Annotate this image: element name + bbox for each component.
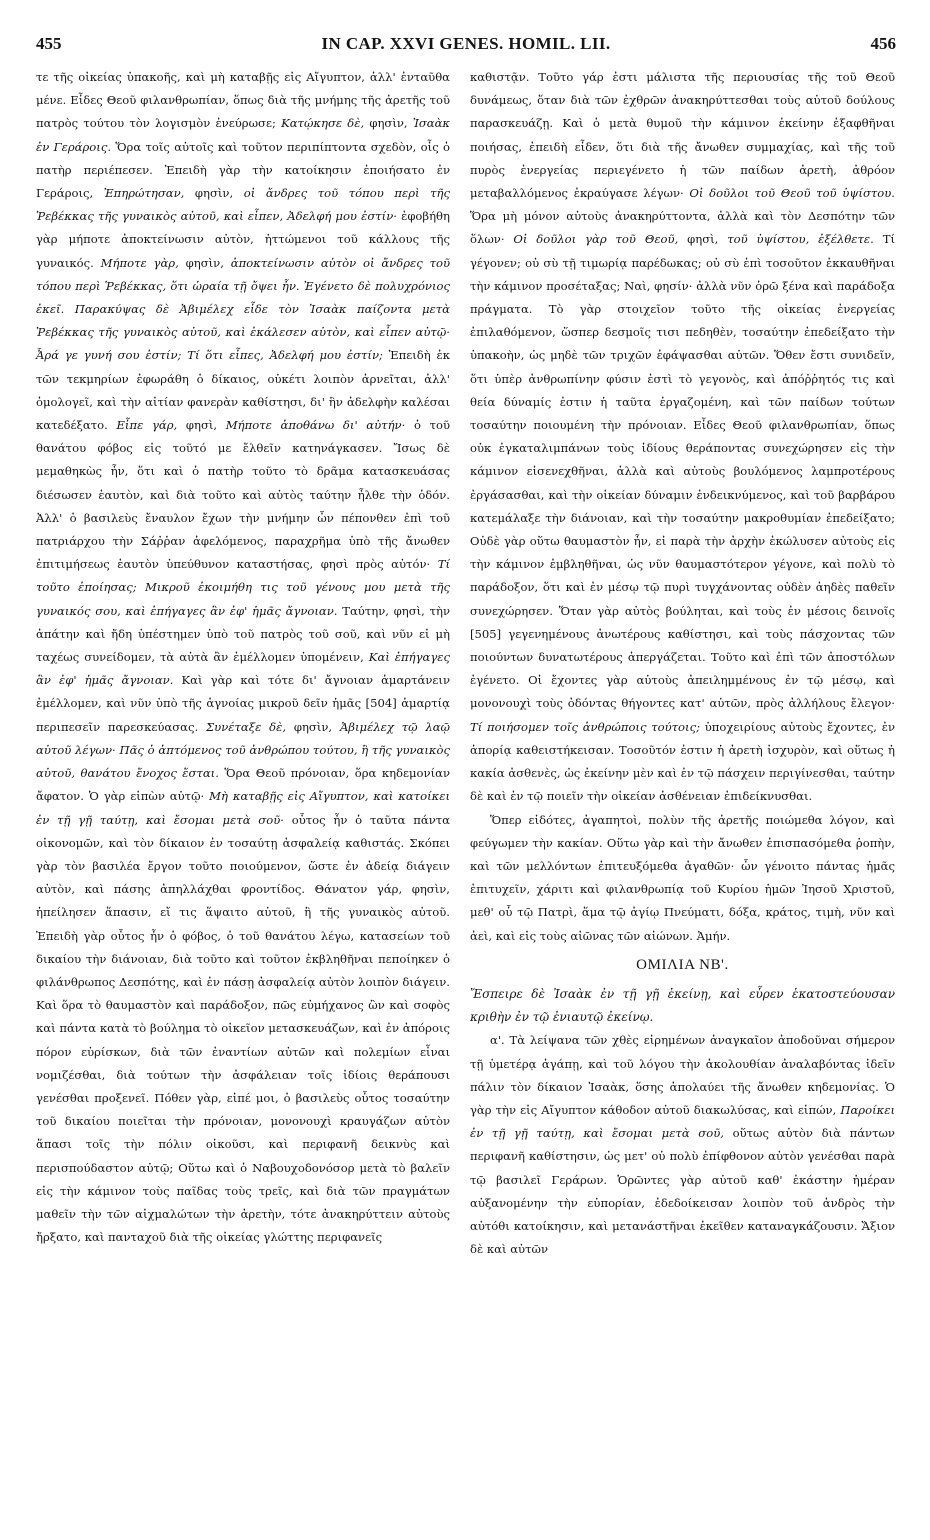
doxology-paragraph: Ὅπερ εἰδότες, ἀγαπητοὶ, πολὺν τῆς ἀρετῆς ποιώμεθα λόγον, καὶ φεύγωμεν τὴν κακίαν. Οὕτω γὰρ καὶ τὴν ἄνωθεν ἐπισπασόμεθα ῥοπὴν, καὶ τῶν μελλόντων ἐπιτευξόμεθα ἀγαθῶν· ὧν γένοιτο πάντας ἡμᾶς ἐπιτυχεῖν, χάριτι καὶ φιλανθρωπίᾳ τοῦ Κυρίου ἡμῶν Ἰησοῦ Χριστοῦ, μεθ' οὗ τῷ Πατρὶ, ἅμα τῷ ἁγίῳ Πνεύματι, δόξα, κράτος, τιμὴ, νῦν καὶ ἀεὶ, καὶ εἰς τοὺς αἰῶνας τῶν αἰώνων. Ἀμήν. [470, 812, 895, 943]
text-span: Καὶ γὰρ καὶ τότε δι' ἄγνοιαν ἁμαρτάνειν ἐμέλλομεν, καὶ νῦν ὑπὸ τῆς ἀγνοίας μικροῦ δεῖν ἡμᾶς [504] ἁμαρτίᾳ περιπεσεῖν παρεσκεύασας. [36, 673, 450, 734]
text-span: Ταύτην, φησὶ, τὴν ἀπάτην καὶ ἤδη ὑπέστημεν ὑπὸ τοῦ πατρὸς τοῦ σοῦ, καὶ νῦν εἰ μὴ ταχέως συνείδομεν, τὰ αὐτὰ ἂν ἐμέλλομεν ὑπομένειν, [36, 603, 450, 665]
scripture-quote: Τί ποιήσομεν τοῖς ἀνθρώποις τούτοις; [470, 719, 700, 734]
page-header [36, 34, 896, 64]
text-span: καθιστᾷν. Τοῦτο γάρ ἐστι μάλιστα τῆς περιουσίας τῆς τοῦ Θεοῦ δυνάμεως, ὅταν διὰ τῶν ἐχθρῶν ἀνακηρύττεσθαι τοὺς αὐτοῦ δούλους παρασκευάζῃ. Καὶ ὁ μετὰ θυμοῦ τὴν κάμινον ἐκείνην ἐξαφθῆναι ποιήσας, ἐπειδὴ εἶδεν, ὅτι διὰ τῆς ἄνωθεν συμμαχίας, καὶ τῆς τοῦ πυρὸς ἐνεργείας περιεγένετο ἡ τῶν παίδων ἀρετὴ, ἀθρόον μεταβαλλόμενος ἐκραύγασε λέγων· [470, 70, 895, 201]
scripture-quote: Ἆρά γε γυνή σου ἐστίν; Τί ὅτι εἶπες, Ἀδελφή μου ἐστίν; [36, 348, 383, 363]
scripture-quote: Μήποτε γὰρ, [100, 255, 179, 270]
running-title: IN CAP. XXVI GENES. HOMIL. LII. [321, 34, 611, 53]
text-span: Ὅρα Θεοῦ πρόνοιαν, ὅρα κηδεμονίαν ἄφατον. Ὁ γὰρ εἰπὼν αὐτῷ· [36, 766, 451, 804]
scripture-quote: Ἐπηρώτησαν, [103, 186, 185, 201]
text-span: Τί γέγονεν; οὐ σὺ τῇ τιμωρίᾳ παρέδωκας; οὐ σὺ ἐπὶ τοσοῦτον ἐκκαυθῆναι τὴν κάμινον προσέταξας; Ναὶ, φησίν· ἀλλὰ νῦν ὁρῶ ξένα καὶ παράδοξα πράγματα. Τὸ γὰρ στοιχεῖον τοῦτο τῆς οἰκείας ἐνεργείας ἐπιλαθόμενον, ὥσπερ δεσμοῖς τισι πεδηθὲν, τοσαύτην ἐπεδείξατο τὴν ὑπακοὴν, ὡς μηδὲ τῶν τριχῶν ἐφάψασθαι αὐτῶν. Ὅθεν ἔστι συνιδεῖν, ὅτι ὑπὲρ ἀνθρωπίνην φύσιν ἐστὶ τὸ γεγονὸς, καὶ ἀπόῤῥητός τις καὶ θεία δύναμίς ἐστιν ἡ ταῦτα ἐργαζομένη, καὶ τῶν παίδων τούτων τοσαύτην ποιουμένη τὴν πρόνοιαν. Εἶδες Θεοῦ φιλανθρωπίαν, ὅπως οὐκ ἐγκαταλιμπάνων τοὺς ἰδίους θεράποντας συνεχώρησεν εἰς τὴν κάμινον εἰσενεχθῆναι, ἀλλὰ καὶ αὐτοὺς βουλόμενος λαμπροτέρους ἐργάσασθαι, καὶ τὴν οἰκείαν δύναμιν ἐνδεικνύμενος, καὶ τοῦ βαρβάρου κατεμάλαξε τὴν διάνοιαν, καὶ τὴν τοσαύτην μακροθυμίαν ἐπεδείξατο; Οὐδὲ γὰρ οὕτω θαυμαστὸν ἦν, εἰ παρὰ τὴν ἀρχὴν ἐκώλυσεν αὐτοὺς εἰς τὴν κάμινον ἐμβληθῆναι, ὡς νῦν θαυμαστότερον γέγονε, καὶ πολὺ τὸ παράδοξον, ὅτι καὶ ἐν μέσῳ τῷ πυρὶ τυγχάνοντας οὐδὲν ἀηδὲς παθεῖν συνεχώρησεν. Ὅταν γὰρ αὐτὸς βούληται, καὶ τοὺς ἐν μέσοις δεινοῖς [505] γεγενημένους ἀνωτέρους καθίστησι, καὶ τοὺς πάσχοντας τῶν ποιούντων δυνατωτέρους ἀπεργάζεται. Τοῦτο καὶ ἐπὶ τῶν ἀποστόλων ἐγένετο. Οἱ ἔχοντες γὰρ αὐτοὺς ἀπειλημμένους ἐν τῷ μέσῳ, καὶ μονονουχὶ τοὺς ὀδόντας θήγοντες κατ' αὐτῶν, πρὸς ἀλλήλους ἔλεγον· [470, 232, 895, 711]
section-number: α'. [490, 1033, 505, 1048]
scripture-quote: Οἱ δοῦλοι γὰρ τοῦ Θεοῦ, [513, 232, 679, 247]
text-span: ὁ τοῦ θανάτου φόβος εἰς τοῦτό με ἔλθεῖν κατηνάγκασεν. Ἴσως δὲ μεμαθηκὼς ἦν, ὅτι καὶ ὁ πατὴρ τοῦτο τὸ δρᾶμα κατασκευάσας διέσωσεν ἑαυτὸν, καὶ διὰ τοῦτο καὶ αὐτὸς ταύτην ἦλθε τὴν ὁδόν. Ἀλλ' ὁ βασιλεὺς ἔναυλον ἔχων τὴν μνήμην ὧν πέπονθεν ἐπὶ τοῦ πατριάρχου τὴν Σάῤῥαν ἀφελόμενος, παραχρῆμα ὑπὸ τῆς ἄνωθεν ἐπιτιμήσεως ἑαυτὸν ὑπεύθυνον καταστήσας, φησὶ πρὸς αὐτόν· [36, 418, 451, 572]
text-span: φησὶν, [369, 116, 408, 131]
scripture-quote: Μὴ καταβῇς εἰς Αἴγυπτον, καὶ κατοίκει ἐν τῇ γῇ ταύτῃ, καὶ ἔσομαι μετὰ σοῦ· [36, 789, 450, 827]
scripture-quote: Συνέταξε δὲ, [205, 719, 287, 734]
scripture-quote: Τί τοῦτο ἐποίησας; Μικροῦ ἐκοιμήθη τις τοῦ γένους μου μετὰ τῆς γυναικός σου, καὶ ἐπήγαγες ἂν ἐφ' ἡμᾶς ἄγνοιαν. [36, 557, 450, 618]
scripture-quote: Εἶπε γάρ, [116, 418, 178, 433]
scripture-quote: Ἀβιμέλεχ τῷ λαῷ αὐτοῦ λέγων· Πᾶς ὁ ἁπτόμενος τοῦ ἀνθρώπου τούτου, ἢ τῆς γυναικὸς αὐτοῦ, θανάτου ἔνοχος ἔσται. [36, 719, 451, 781]
scripture-quote: τοῦ ὑψίστου, ἐξέλθετε. [727, 232, 874, 247]
text-span: φησὶ, [687, 232, 719, 247]
scripture-quote: Κατῴκησε δὲ, [281, 116, 365, 131]
text-span: οὕτως αὐτὸν διὰ πάντων περιφανῆ καθίστησιν, ὡς μετ' οὐ πολὺ ἐπίφθονον αὐτὸν γενέσθαι παρὰ τῷ βασιλεῖ Γεράρων. Ὁρῶντες γὰρ αὐτοῦ καθ' ἑκάστην ἡμέραν αὐξανομένην τὴν εὐπορίαν, ἐδεδοίκεισαν λοιπὸν τοῦ ἀνδρὸς τὴν αὐτόθι κατοίκησιν, καὶ μετανάστῆναι ἐκεῖθεν καταναγκάζουσιν. Ἄξιον δὲ καὶ αὐτῶν [470, 1126, 895, 1257]
homily-paragraph [470, 1029, 895, 1261]
text-span: φησὶν, [185, 255, 224, 270]
text-span: οὗτος ἦν ὁ ταῦτα πάντα οἰκονομῶν, καὶ τὸν δίκαιον ἐν τοσαύτῃ ἀσφαλείᾳ καθιστάς. Σκόπει γὰρ τὸν βασιλέα ἔργον τοῦτο ποιούμενον, ὥστε ἐν ἀδείᾳ διάγειν αὐτὸν, καὶ πάσης ἀπηλλάχθαι φροντίδος. Θάνατον γάρ, φησὶν, ἠπείλησεν ἅπασιν, εἴ τις ἅψαιτο αὐτοῦ, ἢ τῆς γυναικὸς αὐτοῦ. Ἐπειδὴ γὰρ οὗτος ἦν ὁ φόβος, ὁ τοῦ θανάτου λέγω, κατασείων τοῦ δικαίου τὴν διάνοιαν, διὰ τοῦτο καὶ τοῦτον ἐκβληθῆναι πεποίηκεν ὁ φιλάνθρωπος Δεσπότης, καὶ ἐν πάσῃ ἀσφαλείᾳ αὐτὸν λοιπὸν διάγειν. Καὶ ὅρα τὸ θαυμαστὸν καὶ παράδοξον, πῶς εὐμήχανος ὢν καὶ σοφὸς καὶ πάντα κατὰ τὸ βούλημα τὸ οἰκεῖον μετασκευάζων, καὶ ἐν ἀπόροις πόρον εὑρίσκων, διὰ τῶν ἐναντίων αὐτῶν καὶ πολεμίων εἶναι νομιζέσθαι, διὰ τούτων τὴν ἀσφάλειαν τοῖς ἰδίοις θεράπουσι γενέσθαι προξενεῖ. Πόθεν γὰρ, εἰπέ μοι, ὁ βασιλεὺς οὗτος τοσαύτην τοῦ δικαίου ποιεῖται τὴν πρόνοιαν, μονονουχὶ κραυγάζων αὐτὸν ἅπασι τοῖς τὴν πόλιν οἰκοῦσι, καὶ περιφανῆ δεικνὺς καὶ περισπούδαστον αὐτῷ; Οὕτω καὶ ὁ Ναβουχοδονόσορ μετὰ τὸ βαλεῖν εἰς τὴν κάμινον τοὺς παῖδας τοὺς τρεῖς, καὶ διὰ τῶν πραγμάτων μαθεῖν τὴν τῶν αἰχμαλώτων τὴν ἀρετὴν, τότε ἀνακηρύττειν αὐτοὺς ἤρξατο, καὶ πανταχοῦ διὰ τῆς οἰκείας γλώττης περιφανεῖς [36, 812, 450, 1245]
homily-title: ΟΜΙΛΙΑ ΝΒ'. [636, 956, 729, 973]
text-span: φησὶ, [185, 418, 218, 433]
page-number-right: 456 [870, 34, 896, 53]
text-span: φησὶν, [293, 719, 333, 734]
scripture-quote: Ἰσαὰκ ἐν Γεράροις. [36, 116, 451, 154]
scripture-quote: οἱ ἄνδρες τοῦ τόπου περὶ τῆς Ῥεβέκκας τῆς γυναικὸς αὐτοῦ, καὶ εἶπεν, Ἀδελφή μου ἐστίν· [36, 186, 450, 224]
text-span: ἐφοβήθη γὰρ μήποτε ἀποκτείνωσιν αὐτὸν, ἡττώμενοι τοῦ κάλλους τῆς γυναικός. [36, 209, 450, 270]
text-span: τε τῆς οἰκείας ὑπακοῆς, καὶ μὴ καταβῇς εἰς Αἴγυπτον, ἀλλ' ἐνταῦθα μένε. Εἶδες Θεοῦ φιλανθρωπίαν, ὅπως διὰ τῆς μνήμης τῆς ἀρετῆς τοῦ πατρὸς τούτου τὸν λογισμὸν ἐνεύρωσε; [36, 70, 450, 131]
text-span: φησὶν, [194, 186, 234, 201]
scripture-quote: Παροίκει ἐν τῇ γῇ ταύτῃ, καὶ ἔσομαι μετὰ σοῦ, [470, 1102, 895, 1141]
text-span: Τὰ λείψανα τῶν χθὲς εἰρημένων ἀναγκαῖον ἀποδοῦναι σήμερον τῇ ὑμετέρᾳ ἀγάπῃ, καὶ τοῦ λόγου τὴν ἀκολουθίαν ἀναλαβόντας ἰδεῖν πάλιν τὸν δίκαιον Ἰσαὰκ, ὅσης ἀπολαύει τῆς ἄνωθεν κηδεμονίας. Ὁ γὰρ τὴν εἰς Αἴγυπτον κάθοδον αὐτοῦ διακωλύσας, καὶ εἰπών, [470, 1033, 895, 1117]
scripture-quote: ἀποκτείνωσιν αὐτὸν οἱ ἄνδρες τοῦ τόπου περὶ Ῥεβέκκας, ὅτι ὡραία τῇ ὄψει ἦν. Ἐγένετο δὲ πολυχρόνιος ἐκεῖ. Παρακύψας δὲ Ἀβιμέλεχ εἶδε τὸν Ἰσαὰκ παίζοντα μετὰ Ῥεβέκκας τῆς γυναικὸς αὐτοῦ, καὶ ἐκάλεσεν αὐτὸν, καὶ εἶπεν αὐτῷ· [36, 255, 451, 340]
scripture-quote: Καὶ ἐπήγαγες ἂν ἐφ' ἡμᾶς ἄγνοιαν. [36, 650, 451, 688]
text-span: Ὅρα μὴ μόνον αὐτοὺς ἀνακηρύττοντα, ἀλλὰ καὶ τὸν Δεσπότην τῶν ὅλων· [470, 209, 895, 247]
scripture-quote: Μήποτε ἀποθάνω δι' αὐτήν· [225, 418, 406, 433]
homily-lemma: Ἔσπειρε δὲ Ἰσαὰκ ἐν τῇ γῇ ἐκείνῃ, καὶ εὗρεν ἑκατοστεύουσαν κριθὴν ἐν τῷ ἐνιαυτῷ ἐκείνῳ. [470, 986, 895, 1025]
text-span: ὑποχειρίους αὐτοὺς ἔχοντες, ἐν ἀπορίᾳ καθειστήκεισαν. Τοσοῦτόν ἐστιν ἡ ἀρετὴ ἰσχυρὸν, καὶ οὕτως ἡ κακία ἀσθενὲς, ὡς ἐκείνην μὲν καὶ ἐν τῷ πάσχειν περιγίνεσθαι, ταύτην δὲ καὶ ἐν τῷ ποιεῖν τὴν οἰκείαν ἀσθένειαν ἐπιδείκνυσθαι. [470, 719, 895, 804]
scripture-quote: Οἱ δοῦλοι τοῦ Θεοῦ τοῦ ὑψίστου. [689, 186, 895, 201]
text-span: Ἐπειδὴ ἐκ τῶν τεκμηρίων ἐφωράθη ὁ δίκαιος, οὐκέτι λοιπὸν ἀρνεῖται, ἀλλ' ὁμολογεῖ, καὶ τὴν αἰτίαν φανερὰν καθίστησι, δι' ἣν ἀδελφὴν καλέσαι κατεδέξατο. [36, 348, 451, 433]
text-span: Ὅρα τοῖς αὐτοῖς καὶ τοῦτον περιπίπτοντα σχεδὸν, οἷς ὁ πατὴρ περιέπεσεν. Ἐπειδὴ γὰρ τὴν κατοίκησιν ἐποιήσατο ἐν Γεράροις, [36, 139, 450, 201]
right-column [470, 66, 895, 1261]
left-column [36, 66, 450, 1249]
page-number-left: 455 [36, 34, 62, 53]
right-paragraph [470, 66, 895, 809]
left-paragraph [36, 66, 450, 1249]
